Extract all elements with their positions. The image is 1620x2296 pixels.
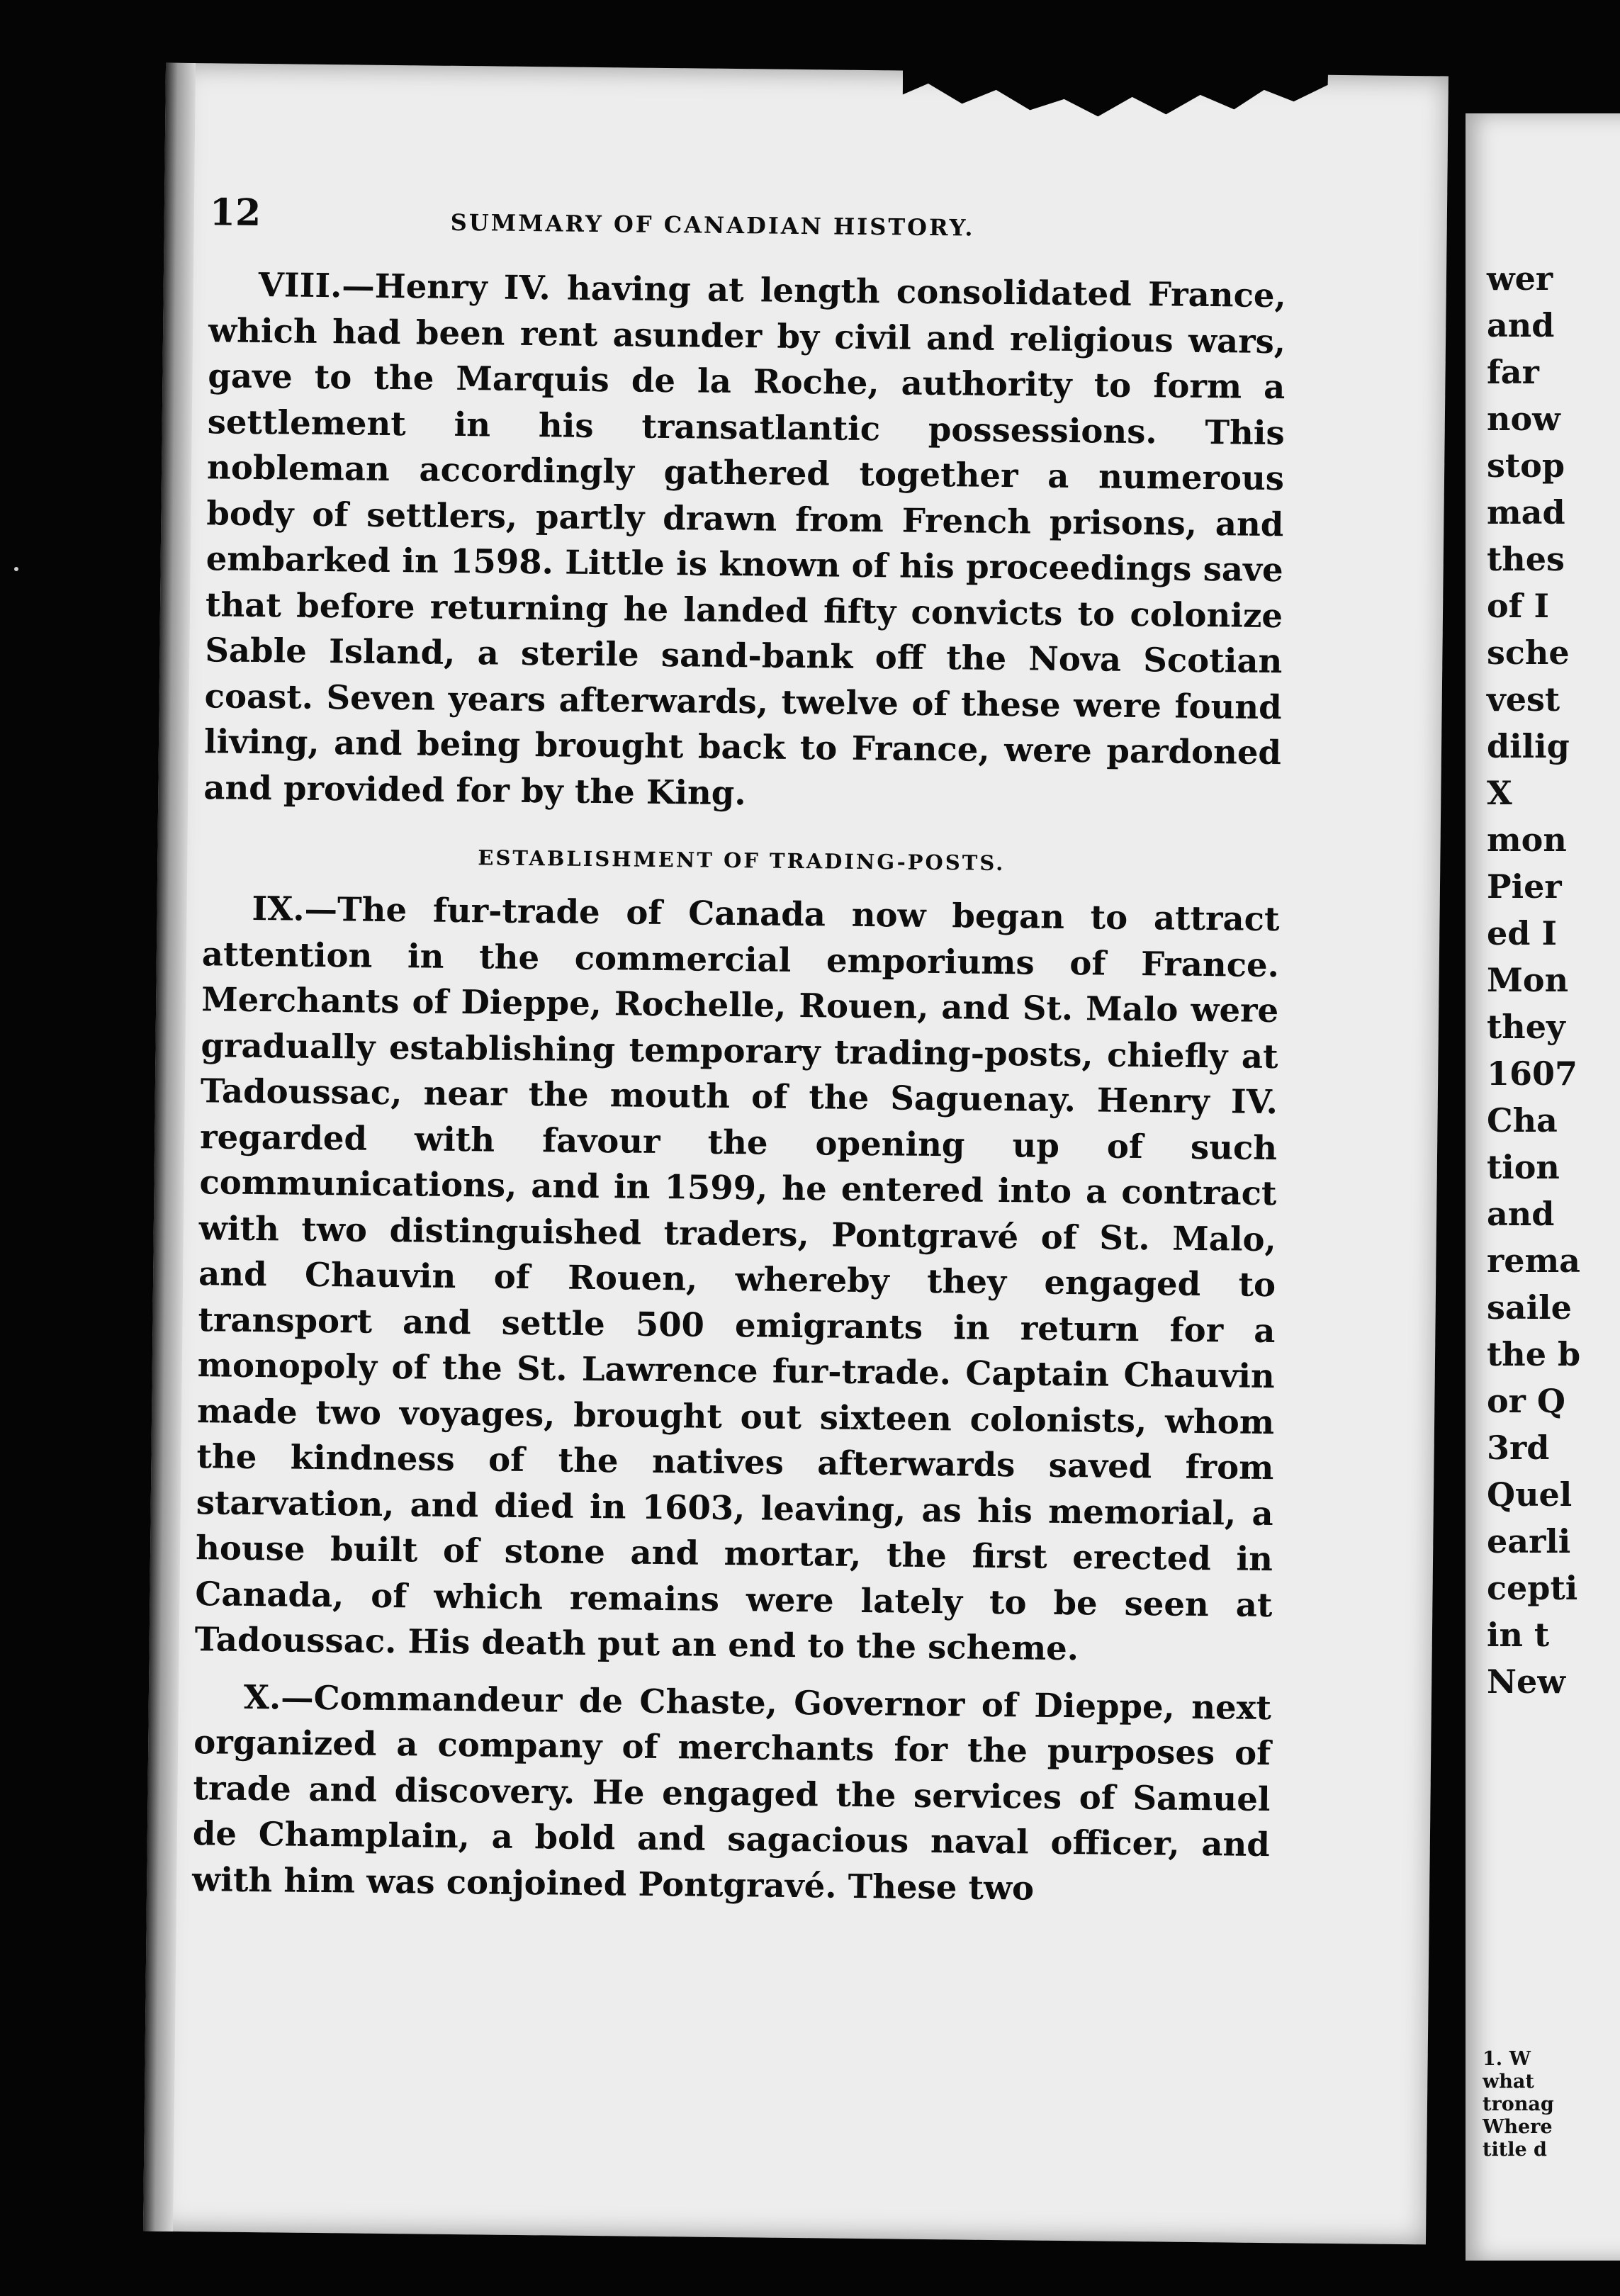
right-page-line: in t — [1487, 1616, 1550, 1654]
right-page-line: and — [1487, 306, 1555, 344]
right-page-line: tion — [1487, 1148, 1560, 1186]
right-page-footnote-line: what — [1483, 2071, 1534, 2093]
right-page-footnote-line: title d — [1483, 2139, 1547, 2161]
paragraph-ix: IX.—The fur-trade of Canada now began to attract attention in the commercial emporiums of France. Merchants of Dieppe, Rochelle, Rouen, and St. Malo were gradually establishing temporary trading-posts, chiefly at Tadoussac, near the mouth of the Saguenay. Henry IV. regarded with favour the opening up of such communications, and in 1599, he entered into a contract with two distinguished traders, Pontgravé of St. Malo, and Chauvin of Rouen, whereby they engaged to transport and settle 500 emigrants in return for a monopoly of the St. Lawrence fur-trade. Captain Chauvin made two voyages, brought out sixteen colonists, whom the kindness of the natives afterwards saved from starvation, and died in 1603, leaving, as his memorial, a house built of stone and mortar, the first erected in Canada, of which remains were lately to be seen at Tadoussac. His death put an end to the scheme. — [194, 888, 1280, 1668]
right-page-line: New — [1487, 1662, 1565, 1701]
right-page-line: wer — [1487, 259, 1553, 298]
right-page-line: 1607 — [1487, 1054, 1578, 1093]
running-head: SUMMARY OF CANADIAN HISTORY. — [450, 208, 975, 242]
right-page-line: 3rd — [1487, 1429, 1550, 1467]
right-page-text — [1487, 255, 1620, 1705]
right-page-line: X — [1487, 774, 1512, 812]
right-page-line: far — [1487, 353, 1539, 391]
page-content — [192, 191, 1287, 1913]
section-heading: ESTABLISHMENT OF TRADING-POSTS. — [478, 845, 1006, 876]
torn-page-edge — [902, 63, 1328, 124]
right-page-line: thes — [1487, 540, 1565, 578]
right-page-line: vest — [1487, 680, 1560, 719]
right-page-line: the b — [1487, 1335, 1581, 1373]
right-page-line: rema — [1487, 1242, 1580, 1280]
right-page-line: sche — [1487, 634, 1570, 672]
paragraph-x: X.—Commandeur de Chaste, Governor of Dieppe, next organized a company of merchants for the purposes of trade and discovery. He engaged the services of Samuel de Champlain, a bold and sagacious naval officer, and with him was conjoined Pontgravé. These two — [191, 1677, 1272, 1908]
right-page-line: mad — [1487, 493, 1565, 531]
left-page — [143, 63, 1449, 2245]
right-page-footnote-line: tronag — [1483, 2093, 1554, 2115]
right-page-line: they — [1487, 1008, 1565, 1046]
right-page-footnote-line: 1. W — [1483, 2048, 1531, 2070]
right-page-line: Mon — [1487, 961, 1569, 999]
right-page-line: or Q — [1487, 1382, 1566, 1420]
right-page-line: stop — [1487, 446, 1565, 485]
right-page-footnote — [1483, 2048, 1620, 2161]
right-page-line: Cha — [1487, 1101, 1558, 1139]
right-page — [1466, 113, 1620, 2261]
right-page-line: Quel — [1487, 1475, 1573, 1514]
page-header — [209, 191, 1287, 259]
right-page-line: mon — [1487, 821, 1567, 859]
right-page-line: ed I — [1487, 914, 1557, 952]
right-page-line: now — [1487, 400, 1560, 438]
right-page-line: earli — [1487, 1522, 1571, 1560]
paragraph-viii: VIII.—Henry IV. having at length consolidated France, which had been rent asunder by civil and religious wars, gave to the Marquis de la Roche, authority to form a settlement in his transatlantic possessions. This nobleman accordingly gathered together a numerous body of settlers, partly drawn from French prisons, and embarked in 1598. Little is known of his proceedings save that before returning he landed fifty convicts to colonize Sable Island, a sterile sand-bank off the Nova Scotian coast. Seven years afterwards, twelve of these were found living, and being brought back to France, were pardoned and provided for by the King. — [203, 264, 1287, 812]
page-number: 12 — [209, 191, 261, 235]
right-page-line: saile — [1487, 1288, 1572, 1327]
right-page-line: and — [1487, 1195, 1555, 1233]
right-page-footnote-line: Where — [1483, 2116, 1553, 2138]
right-page-line: Pier — [1487, 867, 1562, 906]
right-page-line: of I — [1487, 587, 1550, 625]
right-page-line: cepti — [1487, 1569, 1578, 1607]
right-page-line: dilig — [1487, 727, 1570, 765]
dust-speck — [14, 567, 18, 571]
